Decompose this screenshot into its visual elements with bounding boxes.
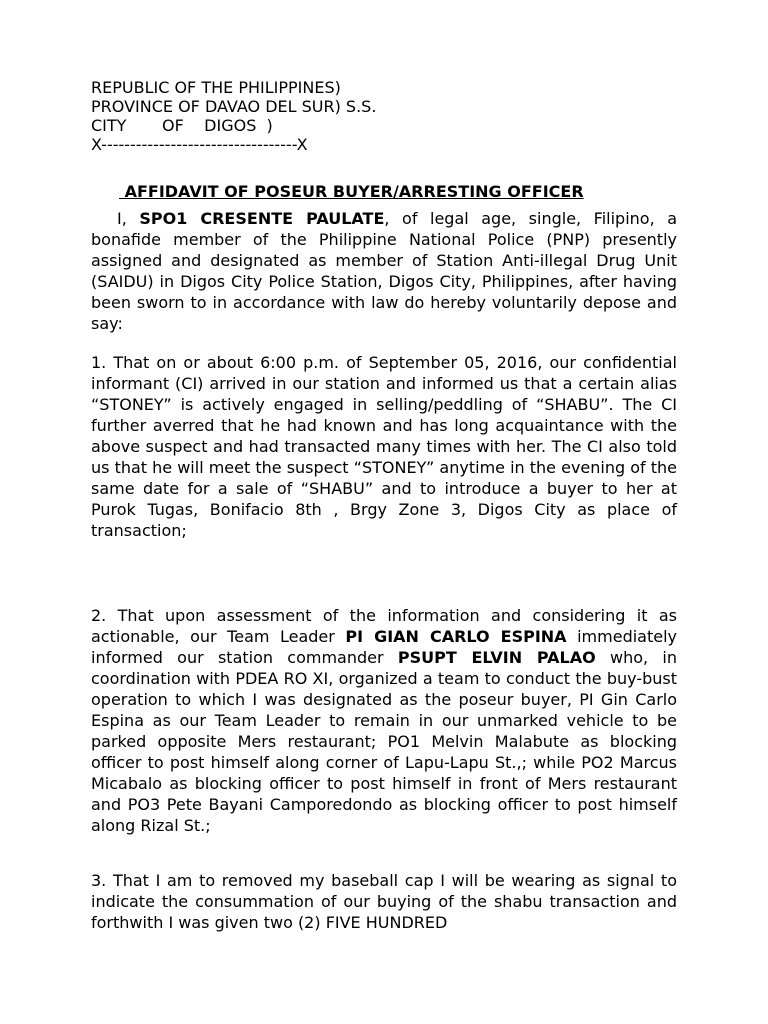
intro-post: , of legal age, single, Filipino, a bonafide member of the Philippine National Police (PNP) presently assigned and designated as member of Station Anti-illegal Drug Unit (SAIDU) in Digos City Police Station, Digos City, Philippines, after having been sworn to in accordance with law do hereby voluntarily depose and say: [91, 209, 678, 333]
caption-separator: X----------------------------------X [91, 135, 308, 154]
para2-text-1: 2. That upon assessment of the information and considering it as actionable, our Team Leader [91, 606, 677, 646]
caption-republic: REPUBLIC OF THE PHILIPPINES) [91, 78, 341, 97]
team-leader-name: PI GIAN CARLO ESPINA [345, 627, 567, 646]
intro-paragraph [91, 208, 677, 334]
paragraph-2 [91, 605, 677, 836]
case-caption [91, 78, 511, 154]
paragraph-1: 1. That on or about 6:00 p.m. of September 05, 2016, our confidential informant (CI) arrived in our station and informed us that a certain alias “STONEY” is actively engaged in selling/peddling of “SHABU”. The CI further averred that he had known and has long acquaintance with the above suspect and had transacted many times with her. The CI also told us that he will meet the suspect “STONEY” anytime in the evening of the same date for a sale of “SHABU” and to introduce a buyer to her at Purok Tugas, Bonifacio 8th , Brgy Zone 3, Digos City as place of transaction; [91, 353, 677, 540]
intro-pre: I, [117, 209, 140, 228]
para2-text-2: immediately informed our station commander [91, 627, 678, 667]
para2-text-3: who, in coordination with PDEA RO XI, organized a team to conduct the buy-bust operation to which I was designated as the poseur buyer, PI Gin Carlo Espina as our Team Leader to remain in our unmarked vehicle to be parked opposite Mers restaurant; PO1 Melvin Malabute as blocking officer to post himself along corner of Lapu-Lapu St.,; while PO2 Marcus Micabalo as blocking officer to post himself in front of Mers restaurant and PO3 Pete Bayani Camporedondo as blocking officer to post himself along Rizal St.; [91, 648, 677, 835]
caption-province: PROVINCE OF DAVAO DEL SUR) S.S. [91, 97, 377, 116]
affiant-name: SPO1 CRESENTE PAULATE [139, 209, 385, 228]
caption-city: CITY OF DIGOS ) [91, 116, 273, 135]
affidavit-title: AFFIDAVIT OF POSEUR BUYER/ARRESTING OFFICER [119, 182, 584, 201]
station-commander-name: PSUPT ELVIN PALAO [397, 648, 596, 667]
paragraph-3: 3. That I am to removed my baseball cap I will be wearing as signal to indicate the consummation of our buying of the shabu transaction and forthwith I was given two (2) FIVE HUNDRED [91, 871, 677, 932]
